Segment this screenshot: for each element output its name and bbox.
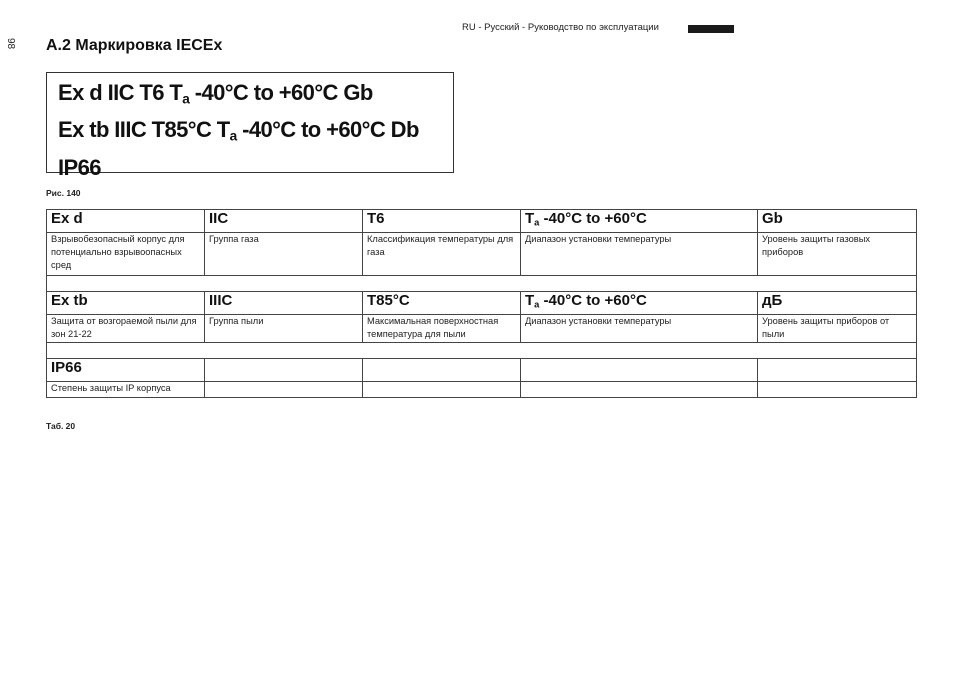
table-row-gas-descriptions bbox=[47, 233, 917, 276]
table-cell-temp-range-code: $T_a$ -40°C to +60°C bbox=[521, 210, 758, 233]
table-cell-protection-code: Ex tb bbox=[47, 292, 205, 315]
table-caption: Таб. 20 bbox=[46, 421, 76, 431]
figure-caption: Рис. 140 bbox=[46, 188, 81, 198]
running-header: RU - Русский - Руководство по эксплуатации bbox=[462, 22, 659, 33]
table-cell-description: Уровень защиты газовых приборов bbox=[758, 233, 917, 276]
table-cell-description: Максимальная поверхностная температура для пыли bbox=[363, 315, 521, 343]
table-row-spacer bbox=[47, 343, 917, 359]
marking-line-ip: IP66 bbox=[58, 154, 101, 180]
table-cell-empty bbox=[758, 359, 917, 382]
table-cell-description: Диапазон установки температуры bbox=[521, 315, 758, 343]
table-cell-level-code: Gb bbox=[758, 210, 917, 233]
table-row-spacer bbox=[47, 276, 917, 292]
table-cell-description: Классификация температуры для газа bbox=[363, 233, 521, 276]
table-cell-ip-code: IP66 bbox=[47, 359, 205, 382]
table-row-dust-descriptions bbox=[47, 315, 917, 343]
table-cell-description: Диапазон установки температуры bbox=[521, 233, 758, 276]
table-cell-empty bbox=[363, 382, 521, 398]
table-row-ip-code bbox=[47, 359, 917, 382]
table-cell-description: Группа пыли bbox=[205, 315, 363, 343]
table-cell-empty bbox=[758, 382, 917, 398]
table-cell-description: Взрывобезопасный корпус для потенциально взрывоопасных сред bbox=[47, 233, 205, 276]
table-row-ip-description bbox=[47, 382, 917, 398]
table-cell-temp-class-code: T6 bbox=[363, 210, 521, 233]
table-cell-temp-range-code: $T_a$ -40°C to +60°C bbox=[521, 292, 758, 315]
table-cell-description: Степень защиты IP корпуса bbox=[47, 382, 205, 398]
table-cell-empty bbox=[205, 359, 363, 382]
table-cell-description: Защита от возгораемой пыли для зон 21-22 bbox=[47, 315, 205, 343]
table-cell-empty bbox=[205, 382, 363, 398]
table-spacer-cell bbox=[47, 343, 917, 359]
marking-line-gas: Ex d IIC T6 $T_a$ -40°C to +60°C Gb bbox=[58, 80, 373, 107]
table-row-dust-codes bbox=[47, 292, 917, 315]
table-cell-protection-code: Ex d bbox=[47, 210, 205, 233]
table-cell-description: Уровень защиты приборов от пыли bbox=[758, 315, 917, 343]
table-cell-empty bbox=[521, 382, 758, 398]
table-cell-group-code: IIC bbox=[205, 210, 363, 233]
table-cell-max-temp-code: T85°C bbox=[363, 292, 521, 315]
table-cell-group-code: IIIC bbox=[205, 292, 363, 315]
marking-table bbox=[46, 209, 917, 398]
table-cell-level-code: дБ bbox=[758, 292, 917, 315]
table-spacer-cell bbox=[47, 276, 917, 292]
section-title: A.2 Маркировка IECEx bbox=[46, 37, 223, 54]
header-bar-decoration bbox=[688, 25, 734, 33]
marking-line-dust: Ex tb IIIC T85°C $T_a$ -40°C to +60°C Db bbox=[58, 117, 419, 144]
marking-box bbox=[46, 72, 454, 180]
table-row-gas-codes bbox=[47, 210, 917, 233]
table-cell-empty bbox=[363, 359, 521, 382]
page-number: 98 bbox=[5, 38, 16, 50]
table-cell-empty bbox=[521, 359, 758, 382]
table-cell-description: Группа газа bbox=[205, 233, 363, 276]
